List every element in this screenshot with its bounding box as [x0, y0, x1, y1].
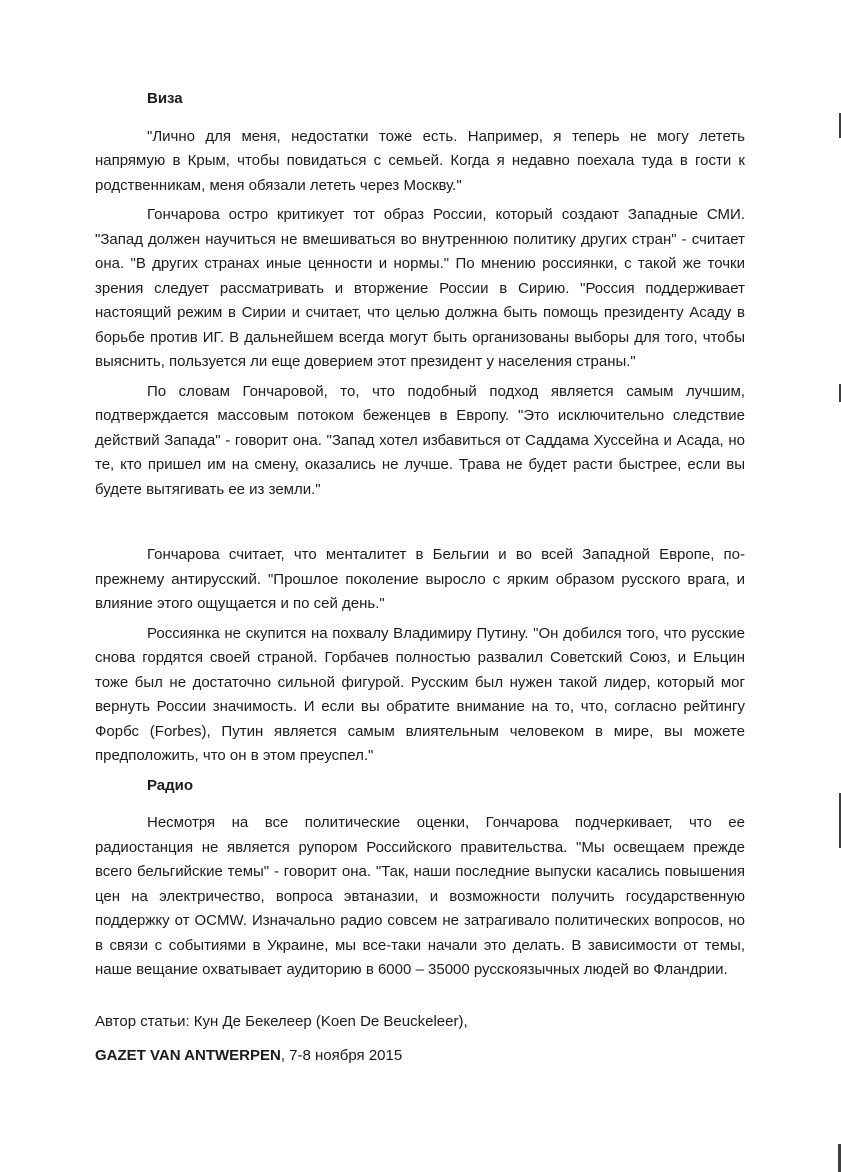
author-credit-line: Автор статьи: Кун Де Бекелеер (Koen De Beuckeleer), [95, 1012, 468, 1030]
section-heading-visa: Виза [147, 90, 183, 107]
source-publication-name: GAZET VAN ANTWERPEN [95, 1047, 281, 1064]
paragraph-visa-quote: "Лично для меня, недостатки тоже есть. Например, я теперь не могу лететь напрямую в Крым, чтобы повидаться с семьей. Когда я недавно поехала туда в гости к родственникам, меня обязали лететь через Москву." [95, 127, 745, 194]
source-date: , 7-8 ноября 2015 [280, 1047, 403, 1064]
document-body [95, 87, 745, 1079]
paragraph-putin-praise: Россиянка не скупится на похвалу Владимиру Путину. "Он добился того, что русские снова гордятся своей страной. Горбачев полностью развалил Советский Союз, и Ельцин тоже был не достаточно сильной фигурой. Русским был нужен такой лидер, который мог вернуть России значимость. И если вы обратите внимание на то, что, согласно рейтингу Форбс (Forbes), Путин является самым влиятельным человеком в мире, вы можете предположить, что он в этом преуспел." [95, 624, 745, 764]
source-credit-line [95, 1044, 745, 1069]
section-heading-radio: Радио [147, 776, 194, 794]
footer-spacer [95, 988, 745, 1010]
paragraph-radio-station: Несмотря на все политические оценки, Гончарова подчеркивает, что ее радиостанция не является рупором Российского правительства. "Мы освещаем прежде всего бельгийские темы" - говорит она. "Так, наши последние выпуски касались повышения цен на электричество, вопроса эвтаназии, и возможности получить государственную поддержку от OCMW. Изначально радио совсем не затрагивало политических вопросов, но в связи с событиями в Украине, мы все-таки начали это делать. В зависимости от темы, наше вещание охватывает аудиторию в 6000 – 35000 русскоязычных людей во Фландрии. [95, 814, 745, 978]
paragraph-western-media: Гончарова остро критикует тот образ России, который создают Западные СМИ. "Запад должен научиться не вмешиваться во внутреннюю политику других стран" - считает она. "В других странах иные ценности и нормы." По мнению россиянки, с такой же точки зрения следует рассматривать и вторжение России в Сирию. "Россия поддерживает настоящий режим в Сирии и считает, что целью должна быть помощь президенту Асаду в борьбе против ИГ. В дальнейшем всегда могут быть организованы выборы для того, чтобы выяснить, пользуется ли еще доверием этот президент у населения страны." [95, 206, 745, 370]
blank-line-spacer [95, 507, 745, 543]
paragraph-refugees: По словам Гончаровой, то, что подобный подход является самым лучшим, подтверждается массовым потоком беженцев в Европу. "Это исключительно следствие действий Запада" - говорит она. "Запад хотел избавиться от Саддама Хуссейна и Асада, но те, кто пришел им на смену, оказались не лучше. Трава не будет расти быстрее, если вы будете вытягивать ее из земли." [95, 382, 745, 498]
paragraph-mentality: Гончарова считает, что менталитет в Бельгии и во всей Западной Европе, по-прежнему антирусский. "Прошлое поколение выросло с ярким образом русского врага, и влияние этого ощущается и по сей день." [95, 546, 745, 612]
